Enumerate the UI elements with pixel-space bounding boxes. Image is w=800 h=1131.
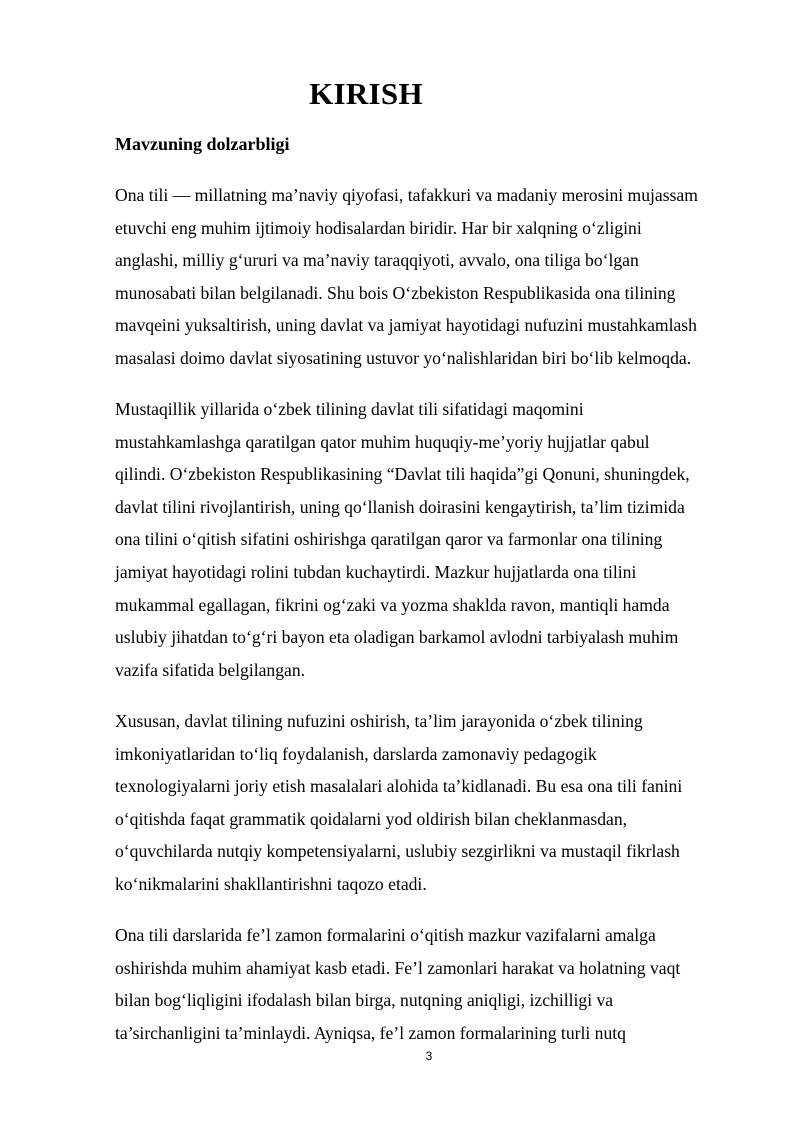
text-line: Xususan, davlat tilining nufuzini oshirish, ta’lim jarayonida o‘zbek tilining	[115, 710, 643, 731]
text-line: bilan bog‘liqligini ifodalash bilan birga, nutqning aniqligi, izchilligi va	[115, 990, 614, 1011]
text-line: munosabati bilan belgilanadi. Shu bois O‘zbekiston Respublikasida ona tilining	[115, 282, 676, 303]
text-line: o‘qitishda faqat grammatik qoidalarni yod oldirish bilan cheklanmasdan,	[115, 808, 628, 829]
text-line: etuvchi eng muhim ijtimoiy hodisalardan biridir. Har bir xalqning o‘zligini	[115, 217, 642, 238]
page-title: KIRISH	[309, 76, 423, 111]
body-paragraph	[115, 179, 745, 375]
text-line: Ona tili — millatning ma’naviy qiyofasi, tafakkuri va madaniy merosini mujassam	[115, 185, 698, 205]
body-paragraph	[115, 705, 745, 901]
body-text	[115, 179, 745, 1068]
text-line: mavqeini yuksaltirish, uning davlat va jamiyat hayotidagi nufuzini mustahkamlash	[115, 315, 697, 336]
text-line: texnologiyalarni joriy etish masalalari alohida ta’kidlanadi. Bu esa ona tili fanini	[115, 776, 683, 797]
text-line: Mustaqillik yillarida o‘zbek tilining davlat tili sifatidagi maqomini	[115, 399, 584, 420]
text-line: ona tilini o‘qitish sifatini oshirishga qaratilgan qaror va farmonlar ona tilining	[115, 529, 663, 550]
text-line: ta’sirchanligini ta’minlaydi. Ayniqsa, fe’l zamon formalarining turli nutq	[115, 1022, 626, 1043]
body-paragraph	[115, 919, 745, 1049]
text-line: uslubiy jihatdan to‘g‘ri bayon eta oladigan barkamol avlodni tarbiyalash muhim	[115, 627, 679, 648]
text-line: oshirishda muhim ahamiyat kasb etadi. Fe’l zamonlari harakat va holatning vaqt	[115, 957, 681, 978]
text-line: masalasi doimo davlat siyosatining ustuvor yo‘nalishlaridan biri bo‘lib kelmoqda.	[115, 347, 692, 368]
text-line: qilindi. O‘zbekiston Respublikasining “Davlat tili haqida”gi Qonuni, shuningdek,	[115, 464, 690, 485]
text-line: imkoniyatlaridan to‘liq foydalanish, darslarda zamonaviy pedagogik	[115, 743, 597, 764]
text-line: o‘quvchilarda nutqiy kompetensiyalarni, uslubiy sezgirlikni va mustaqil fikrlash	[115, 841, 680, 862]
text-line: mustahkamlashga qaratilgan qator muhim huquqiy-me’yoriy hujjatlar qabul	[115, 431, 650, 452]
text-line: davlat tilini rivojlantirish, uning qo‘llanish doirasini kengaytirish, ta’lim tizimida	[115, 496, 685, 517]
text-line: vazifa sifatida belgilangan.	[115, 659, 306, 680]
text-line: mukammal egallagan, fikrini og‘zaki va yozma shaklda ravon, mantiqli hamda	[115, 594, 670, 615]
text-line: anglashi, milliy g‘ururi va ma’naviy taraqqiyoti, avvalo, ona tiliga bo‘lgan	[115, 250, 639, 271]
section-heading: Mavzuning dolzarbligi	[115, 134, 290, 154]
page-number: 3	[425, 1049, 433, 1063]
text-line: Ona tili darslarida fe’l zamon formalarini o‘qitish mazkur vazifalarni amalga	[115, 924, 656, 945]
body-paragraph	[115, 393, 745, 686]
text-line: jamiyat hayotidagi rolini tubdan kuchaytirdi. Mazkur hujjatlarda ona tilini	[115, 562, 637, 583]
text-line: ko‘nikmalarini shakllantirishni taqozo etadi.	[115, 873, 427, 894]
